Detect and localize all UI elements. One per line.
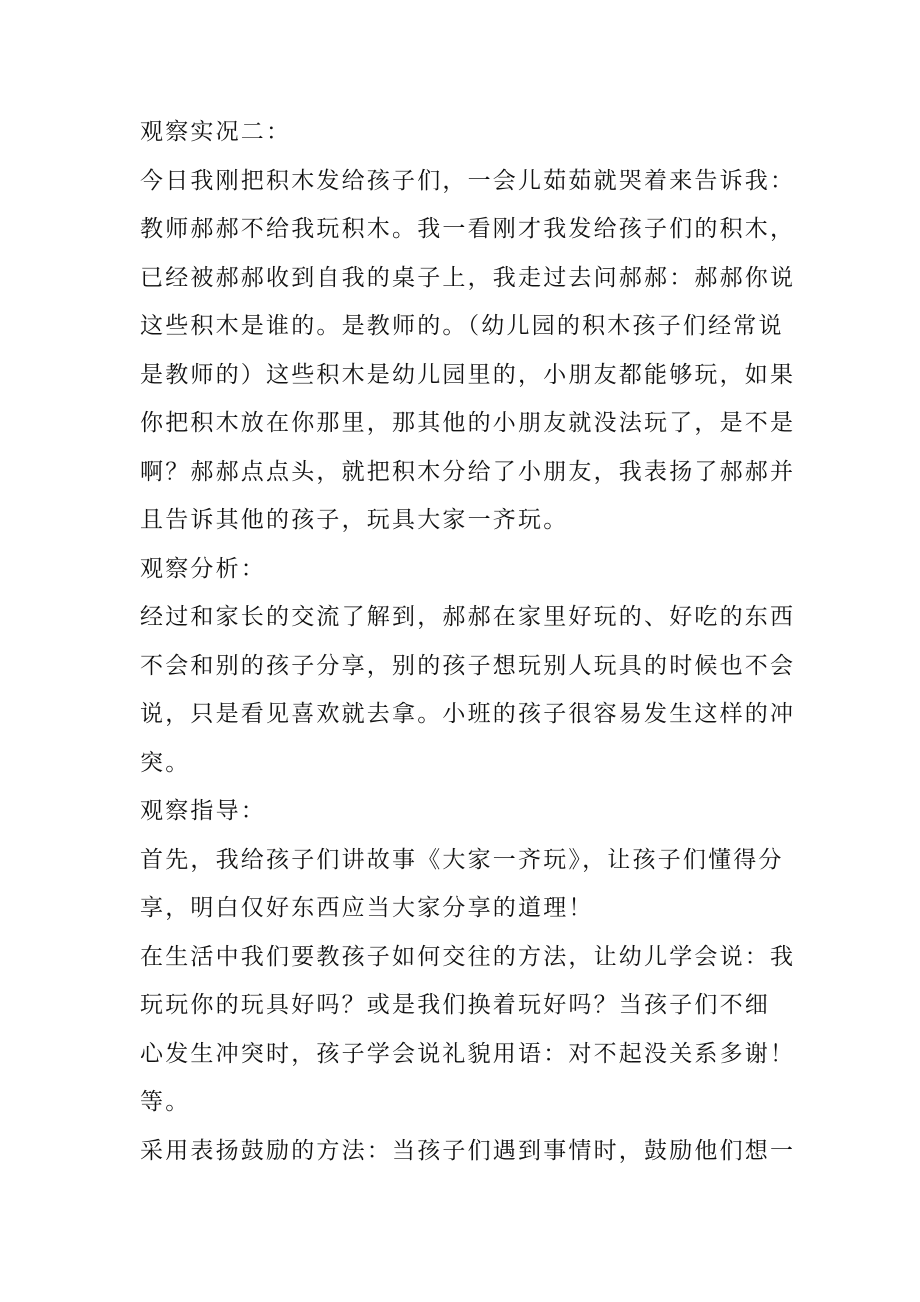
- section-heading-observation-record: 观察实况二：: [140, 119, 292, 145]
- paragraph-guidance-praise: 采用表扬鼓励的方法：当孩子们遇到事情时，鼓励他们想一: [140, 1137, 796, 1164]
- paragraph-observation-record: 今日我刚把积木发给孩子们，一会儿茹茹就哭着来告诉我： 教师郝郝不给我玩积木。我一看刚才我发给孩子们的积木， 已经被郝郝收到自我的桌子上，我走过去问郝郝：郝郝你说 这些积木是谁的。是教师的。（幼儿园的积木孩子们经常说 是教师的）这些积木是幼儿园里的，小朋友都能够玩，如果 你把积木放在你那里，那其他的小朋友就没法玩了，是不是 啊？郝郝点点头，就把积木分给了小朋友，我表扬了郝郝并 且告诉其他的孩子，玩具大家一齐玩。: [140, 167, 796, 533]
- section-heading-observation-analysis: 观察分析：: [140, 555, 266, 582]
- section-heading-observation-guidance: 观察指导：: [140, 798, 266, 824]
- paragraph-guidance-story: 首先，我给孩子们讲故事《大家一齐玩》，让孩子们懂得分 享，明白仅好东西应当大家分享的道理！: [140, 846, 784, 921]
- document-body: [140, 108, 800, 1175]
- paragraph-observation-analysis: 经过和家长的交流了解到，郝郝在家里好玩的、好吃的东西 不会和别的孩子分享，别的孩子想玩别人玩具的时候也不会 说，只是看见喜欢就去拿。小班的孩子很容易发生这样的冲 突。: [140, 604, 796, 776]
- paragraph-guidance-communication: 在生活中我们要教孩子如何交往的方法，让幼儿学会说：我 玩玩你的玩具好吗？或是我们换着玩好吗？当孩子们不细 心发生冲突时，孩子学会说礼貌用语：对不起没关系多谢！ 等。: [140, 943, 796, 1115]
